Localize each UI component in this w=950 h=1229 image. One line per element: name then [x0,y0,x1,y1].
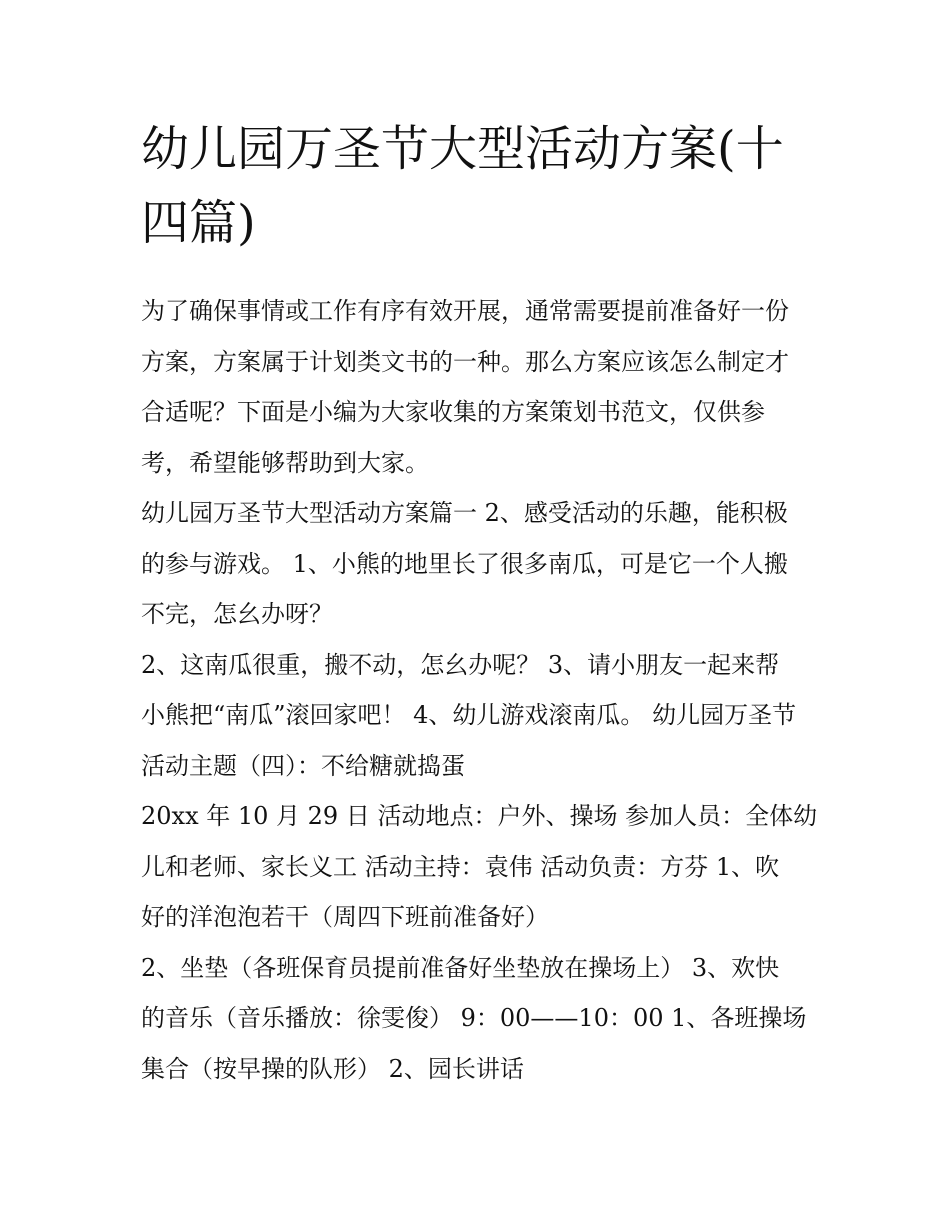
text-line: 儿和老师、家长义工 活动主持：袁伟 活动负责：方芬 1、吹 [141,852,780,881]
text-line: 的音乐（音乐播放：徐雯俊） 9：00——10：00 1、各班操场 [141,1004,807,1032]
text-line: 活动主题（四）：不给糖就捣蛋 [141,751,465,780]
text-line: 合适呢？下面是小编为大家收集的方案策划书范文，仅供参 [141,398,765,426]
text-line: 幼儿园万圣节大型活动方案篇一 2、感受活动的乐趣，能积极 [141,499,788,527]
text-line: 20xx 年 10 月 29 日 活动地点：户外、操场 参加人员：全体幼 [141,802,818,830]
paragraph-plan-one [141,488,813,640]
paragraph-intro [141,286,813,488]
paragraph-pumpkin-game [141,640,813,792]
paragraph-activity-info [141,791,818,943]
text-line: 方案，方案属于计划类文书的一种。那么方案应该怎么制定才 [141,347,789,376]
title-line: 幼儿园万圣节大型活动方案(十 [141,121,784,177]
document-content [141,112,818,1094]
title-line: 四篇) [141,195,256,251]
document-body [141,286,818,1094]
text-line: 2、这南瓜很重，搬不动，怎幺办呢？ 3、请小朋友一起来帮 [141,650,780,679]
text-line: 好的洋泡泡若干（周四下班前准备好） [141,903,549,931]
text-line: 2、坐垫（各班保育员提前准备好坐垫放在操场上） 3、欢快 [141,953,780,982]
text-line: 集合（按早操的队形） 2、园长讲话 [141,1054,524,1083]
text-line: 的参与游戏。 1、小熊的地里长了很多南瓜，可是它一个人搬 [141,549,788,578]
paragraph-preparation [141,943,813,1095]
document-title [141,112,813,260]
text-line: 小熊把“南瓜”滚回家吧！ 4、幼儿游戏滚南瓜。 幼儿园万圣节 [141,701,797,729]
text-line: 为了确保事情或工作有序有效开展，通常需要提前准备好一份 [141,297,789,325]
text-line: 不完，怎幺办呀？ [141,600,333,628]
text-line: 考，希望能够帮助到大家。 [141,448,429,477]
